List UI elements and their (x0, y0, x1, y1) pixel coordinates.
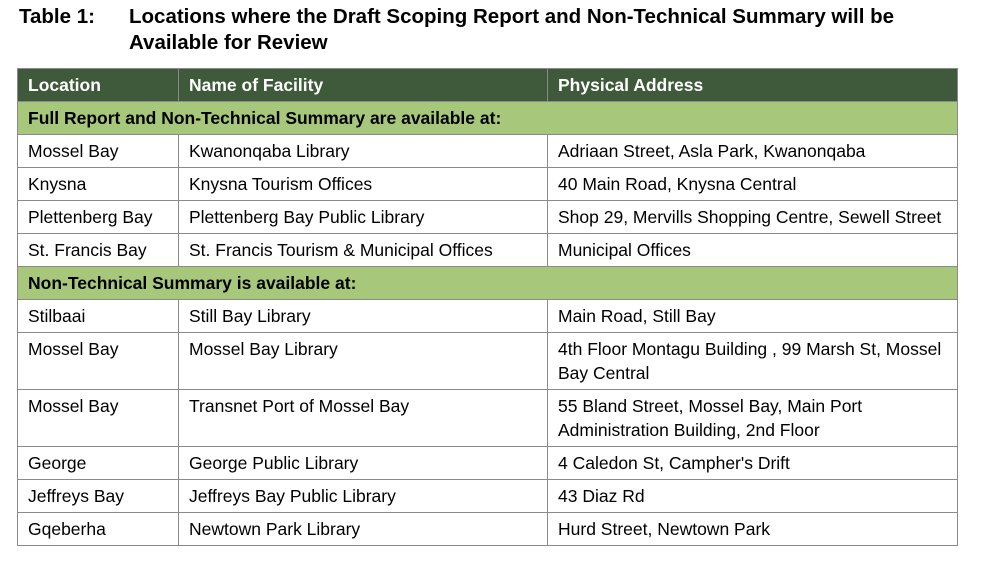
table-row (18, 300, 958, 333)
cell-facility: Mossel Bay Library (179, 333, 548, 390)
cell-facility: Plettenberg Bay Public Library (179, 201, 548, 234)
table-caption-text: Locations where the Draft Scoping Report and Non-Technical Summary will be Available for Review (129, 5, 895, 54)
section-title: Full Report and Non-Technical Summary are available at: (18, 102, 958, 135)
table-row (18, 390, 958, 447)
cell-facility: George Public Library (179, 447, 548, 480)
cell-address: 4th Floor Montagu Building , 99 Marsh St, Mossel Bay Central (548, 333, 958, 390)
cell-address: 43 Diaz Rd (548, 480, 958, 513)
cell-location: Stilbaai (18, 300, 179, 333)
section-header-full-report (18, 102, 958, 135)
cell-address: 40 Main Road, Knysna Central (548, 168, 958, 201)
cell-location: Mossel Bay (18, 333, 179, 390)
locations-table (17, 68, 958, 546)
cell-address: 4 Caledon St, Campher's Drift (548, 447, 958, 480)
cell-location: Plettenberg Bay (18, 201, 179, 234)
table-row (18, 234, 958, 267)
table-header-row (18, 69, 958, 102)
cell-facility: Jeffreys Bay Public Library (179, 480, 548, 513)
cell-location: Gqeberha (18, 513, 179, 546)
table-row (18, 201, 958, 234)
cell-facility: Knysna Tourism Offices (179, 168, 548, 201)
cell-location: Jeffreys Bay (18, 480, 179, 513)
cell-facility: Still Bay Library (179, 300, 548, 333)
cell-address: Main Road, Still Bay (548, 300, 958, 333)
cell-address: Municipal Offices (548, 234, 958, 267)
table-row (18, 447, 958, 480)
cell-location: Knysna (18, 168, 179, 201)
cell-address: Adriaan Street, Asla Park, Kwanonqaba (548, 135, 958, 168)
header-facility: Name of Facility (179, 69, 548, 102)
cell-location: Mossel Bay (18, 135, 179, 168)
table-row (18, 168, 958, 201)
table-row (18, 333, 958, 390)
header-location: Location (18, 69, 179, 102)
cell-address: Hurd Street, Newtown Park (548, 513, 958, 546)
cell-facility: St. Francis Tourism & Municipal Offices (179, 234, 548, 267)
header-address: Physical Address (548, 69, 958, 102)
table-row (18, 480, 958, 513)
section-title: Non-Technical Summary is available at: (18, 267, 958, 300)
table-row (18, 135, 958, 168)
cell-location: George (18, 447, 179, 480)
cell-address: 55 Bland Street, Mossel Bay, Main Port Administration Building, 2nd Floor (548, 390, 958, 447)
section-header-nts (18, 267, 958, 300)
table-row (18, 513, 958, 546)
table-caption (19, 4, 969, 56)
cell-location: St. Francis Bay (18, 234, 179, 267)
cell-location: Mossel Bay (18, 390, 179, 447)
table-caption-label: Table 1: (19, 5, 95, 28)
cell-address: Shop 29, Mervills Shopping Centre, Sewell Street (548, 201, 958, 234)
cell-facility: Newtown Park Library (179, 513, 548, 546)
cell-facility: Transnet Port of Mossel Bay (179, 390, 548, 447)
cell-facility: Kwanonqaba Library (179, 135, 548, 168)
